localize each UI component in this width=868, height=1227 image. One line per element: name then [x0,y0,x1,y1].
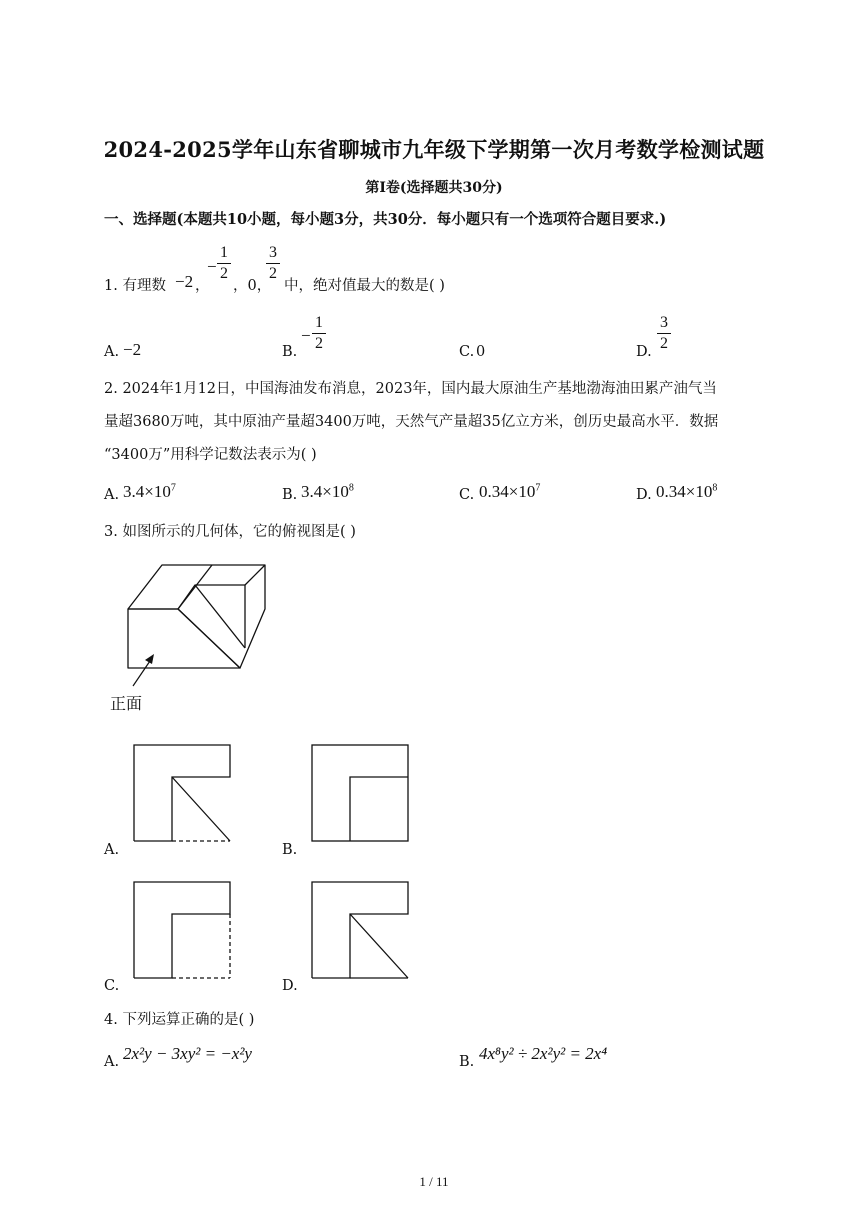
q1-option-a-value: −2 [123,340,142,359]
q1-option-b-label: B. [282,344,298,360]
q1-prefix: 1. 有理数 [104,278,166,294]
front-arrow [128,650,162,690]
option-c-figure [132,880,236,982]
q1-fraction-1: 1 2 [217,244,231,283]
q2-option-a-label: A. [104,487,120,503]
solid-figure [100,556,280,686]
q2-option-a-value: $3.4\times 10^7$ [123,482,176,501]
option-d-figure [310,880,412,982]
q1-frac1-sign: − [207,257,217,276]
q3-option-b-label: B. [282,842,298,858]
q2-option-d-label: D. [636,487,652,503]
q4-option-a-expression: 2x²y − 3xy² = −x²y [123,1044,252,1063]
q1-option-b-sign: − [301,326,311,345]
q4-option-b-expression: 4x⁸y² ÷ 2x²y² = 2x⁴ [479,1044,608,1063]
q1-option-d-fraction: 3 2 [657,314,671,353]
q2-option-d-value: $0.34\times 10^8$ [656,482,718,501]
section-heading: 一、选择题(本题共10小题，每小题3分，共30分．每小题只有一个选项符合题目要求.) [104,211,667,228]
q1-option-b-fraction: 1 2 [312,314,326,353]
front-label: 正面 [110,694,143,713]
q4-text: 4. 下列运算正确的是( ) [104,1012,255,1028]
q2-line-1: 2. 2024年1月12日，中国海油发布消息，2023年，国内最大原油生产基地渤海油田累产油气当 [104,381,717,397]
q2-option-b-value: $3.4\times 10^8$ [301,482,354,501]
q4-option-b-label: B. [459,1054,475,1070]
q1-option-a-label: A. [104,344,120,360]
q1-suffix: 中，绝对值最大的数是( ) [284,278,445,294]
q2-option-c-label: C. [459,487,475,503]
page-number: 1 / 11 [419,1174,449,1189]
q3-option-d-label: D. [282,978,298,994]
option-b-figure [310,743,412,845]
q3-option-c-label: C. [104,978,120,994]
q1-fraction-2: 3 2 [266,244,280,283]
q4-option-a-label: A. [104,1054,120,1070]
q1-option-c-label: C. [459,344,475,360]
q2-option-b-label: B. [282,487,298,503]
q1-option-c-value: 0 [476,344,486,360]
q3-text: 3. 如图所示的几何体，它的俯视图是( ) [104,524,356,540]
document-title: 2024-2025学年山东省聊城市九年级下学期第一次月考数学检测试题 [103,137,765,162]
q1-separator: ， [195,278,210,294]
option-a-figure [132,743,236,845]
q1-option-d-label: D. [636,344,652,360]
q1-number-neg2: −2 [175,272,194,291]
q2-option-c-value: $0.34\times 10^7$ [479,482,541,501]
q2-line-3: “3400万”用科学记数法表示为( ) [104,447,317,463]
q1-separator-2: ，0， [233,278,272,294]
q2-line-2: 量超3680万吨，其中原油产量超3400万吨，天然气产量超35亿立方米，创历史最高水平．数据 [104,414,719,430]
q3-option-a-label: A. [104,842,120,858]
paper-part-heading: 第Ⅰ卷(选择题共30分) [365,180,503,196]
